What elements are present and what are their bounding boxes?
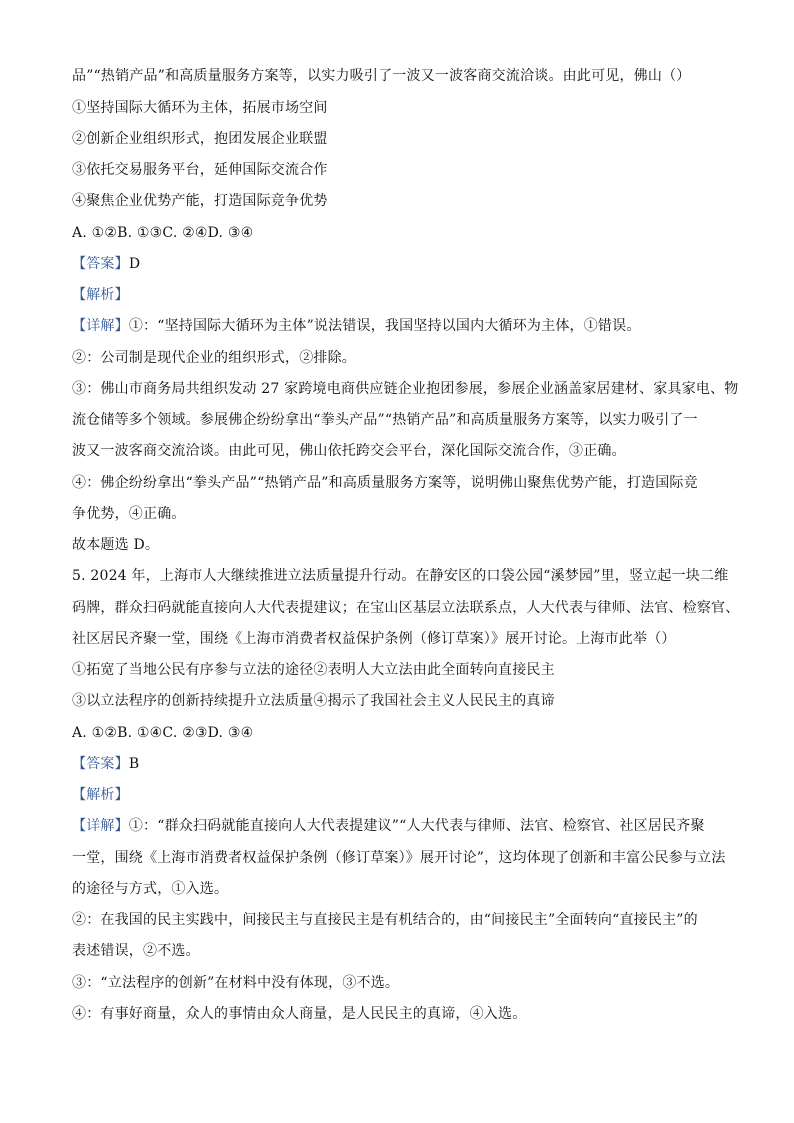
detail-line: 一堂，围绕《上海市消费者权益保护条例（修订草案）》展开讨论”，这均体现了创新和丰富公民参与立法 <box>72 850 726 866</box>
detail-line: ②：在我国的民主实践中，间接民主与直接民主是有机结合的，由“间接民主”全面转向“直接民主”的 <box>72 912 698 928</box>
analysis-heading <box>72 785 732 805</box>
detail-text: ①：“群众扫码就能直接向人大代表提建议”“人大代表与律师、法官、检察官、社区居民齐聚 <box>128 818 705 834</box>
detail-line <box>72 316 732 336</box>
detail-text: ①：“坚持国际大循环为主体”说法错误，我国坚持以国内大循环为主体，①错误。 <box>128 318 641 334</box>
conclusion-line: 故本题选 D。 <box>72 537 160 553</box>
detail-line: 流仓储等多个领域。参展佛企纷纷拿出“拳头产品”“热销产品”和高质量服务方案等，以实力吸引了一 <box>72 412 698 428</box>
answer-value: B <box>128 756 140 772</box>
choices-line: A. ①②B. ①④C. ②③D. ③④ <box>72 725 254 741</box>
answer-tag: 【答案】 <box>72 256 129 272</box>
question-stem-line: 社区居民齐聚一堂，围绕《上海市消费者权益保护条例（修订草案）》展开讨论。上海市此举（） <box>72 631 676 647</box>
detail-tag: 【详解】 <box>72 818 129 834</box>
detail-line: 的途径与方式，①入选。 <box>72 881 229 897</box>
answer-line <box>72 754 732 774</box>
detail-line: ④：佛企纷纷拿出“拳头产品”“热销产品”和高质量服务方案等，说明佛山聚焦优势产能，打造国际竞 <box>72 475 698 491</box>
answer-tag: 【答案】 <box>72 756 129 772</box>
analysis-tag: 【解析】 <box>72 287 129 303</box>
choices-line: A. ①②B. ①③C. ②④D. ③④ <box>72 225 254 241</box>
analysis-tag: 【解析】 <box>72 787 129 803</box>
analysis-heading <box>72 285 732 305</box>
detail-line: ③：佛山市商务局共组织发动 27 家跨境电商供应链企业抱团参展，参展企业涵盖家居建材、家具家电、物 <box>72 381 739 397</box>
detail-line: ③：“立法程序的创新”在材料中没有体现，③不选。 <box>72 975 400 991</box>
option-line: ①坚持国际大循环为主体，拓展市场空间 <box>72 100 328 116</box>
detail-line <box>72 816 732 836</box>
question-stem-line: 品”“热销产品”和高质量服务方案等，以实力吸引了一波又一波客商交流洽谈。由此可见，佛山（） <box>72 68 691 84</box>
detail-line: 波又一波客商交流洽谈。由此可见，佛山依托跨交会平台，深化国际交流合作，③正确。 <box>72 443 626 459</box>
question-stem-line: 5. 2024 年，上海市人大继续推进立法质量提升行动。在静安区的口袋公园“溪梦园”里，竖立起一块二维 <box>72 568 729 584</box>
detail-line: ②：公司制是现代企业的组织形式，②排除。 <box>72 350 356 366</box>
answer-line <box>72 254 732 274</box>
detail-line: ④：有事好商量，众人的事情由众人商量，是人民民主的真谛，④入选。 <box>72 1006 527 1022</box>
option-line: ④聚焦企业优势产能，打造国际竞争优势 <box>72 193 328 209</box>
answer-value: D <box>128 256 141 272</box>
detail-line: 表述错误，②不选。 <box>72 943 200 959</box>
option-line: ③以立法程序的创新持续提升立法质量④揭示了我国社会主义人民民主的真谛 <box>72 693 555 709</box>
detail-line: 争优势，④正确。 <box>72 506 186 522</box>
detail-tag: 【详解】 <box>72 318 129 334</box>
option-line: ③依托交易服务平台，延伸国际交流合作 <box>72 162 328 178</box>
question-stem-line: 码牌，群众扫码就能直接向人大代表提建议；在宝山区基层立法联系点，人大代表与律师、法官、检察官、 <box>72 600 740 616</box>
option-line: ①拓宽了当地公民有序参与立法的途径②表明人大立法由此全面转向直接民主 <box>72 662 555 678</box>
option-line: ②创新企业组织形式，抱团发展企业联盟 <box>72 131 328 147</box>
